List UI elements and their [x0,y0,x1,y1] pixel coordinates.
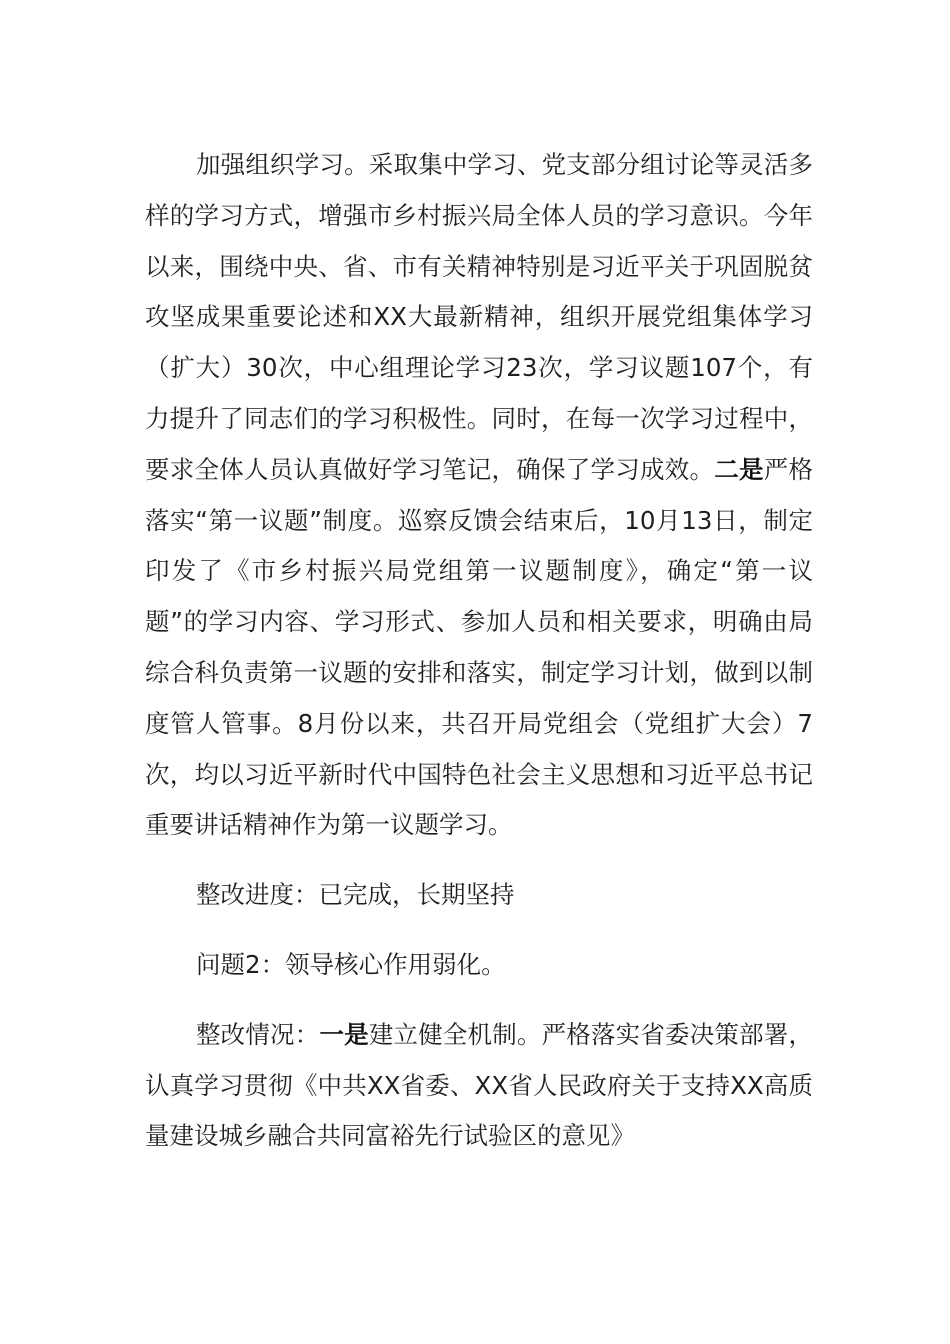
paragraph-text: 整改进度：已完成，长期坚持 [196,880,515,910]
bold-marker-second: 二是 [714,454,764,484]
paragraph-text: 严格落实“第一议题”制度。巡察反馈会结束后，10月13日，制定印发了《市乡村振兴局党组第一议题制度》，确定“第一议题”的学习内容、学习形式、参加人员和相关要求，明确由局综合科负责第一议题的安排和落实，制定学习计划，做到以制度管人管事。8月份以来，共召开局党组会（党组扩大会）7次，均以习近平新时代中国特色社会主义思想和习近平总书记重要讲话精神作为第一议题学习。 [145,454,813,840]
paragraph-study-organization [145,140,813,851]
paragraph-text: 整改情况： [196,1019,320,1049]
paragraph-text: 加强组织学习。采取集中学习、党支部分组讨论等灵活多样的学习方式，增强市乡村振兴局全体人员的学习意识。今年以来，围绕中央、省、市有关精神特别是习近平关于巩固脱贫攻坚成果重要论述和XX大最新精神，组织开展党组集体学习（扩大）30次，中心组理论学习23次，学习议题107个，有力提升了同志们的学习积极性。同时，在每一次学习过程中，要求全体人员认真做好学习笔记，确保了学习成效。 [145,150,813,484]
paragraph-text: 建立健全机制。严格落实省委决策部署，认真学习贯彻《中共XX省委、XX省人民政府关于支持XX高质量建设城乡融合共同富裕先行试验区的意见》 [145,1019,813,1151]
bold-marker-first: 一是 [319,1019,369,1049]
paragraph-rectification-progress [145,870,813,921]
paragraph-text: 问题2：领导核心作用弱化。 [196,949,506,979]
paragraph-problem-2 [145,940,813,991]
document-body [145,140,813,1181]
paragraph-rectification-status [145,1010,813,1162]
